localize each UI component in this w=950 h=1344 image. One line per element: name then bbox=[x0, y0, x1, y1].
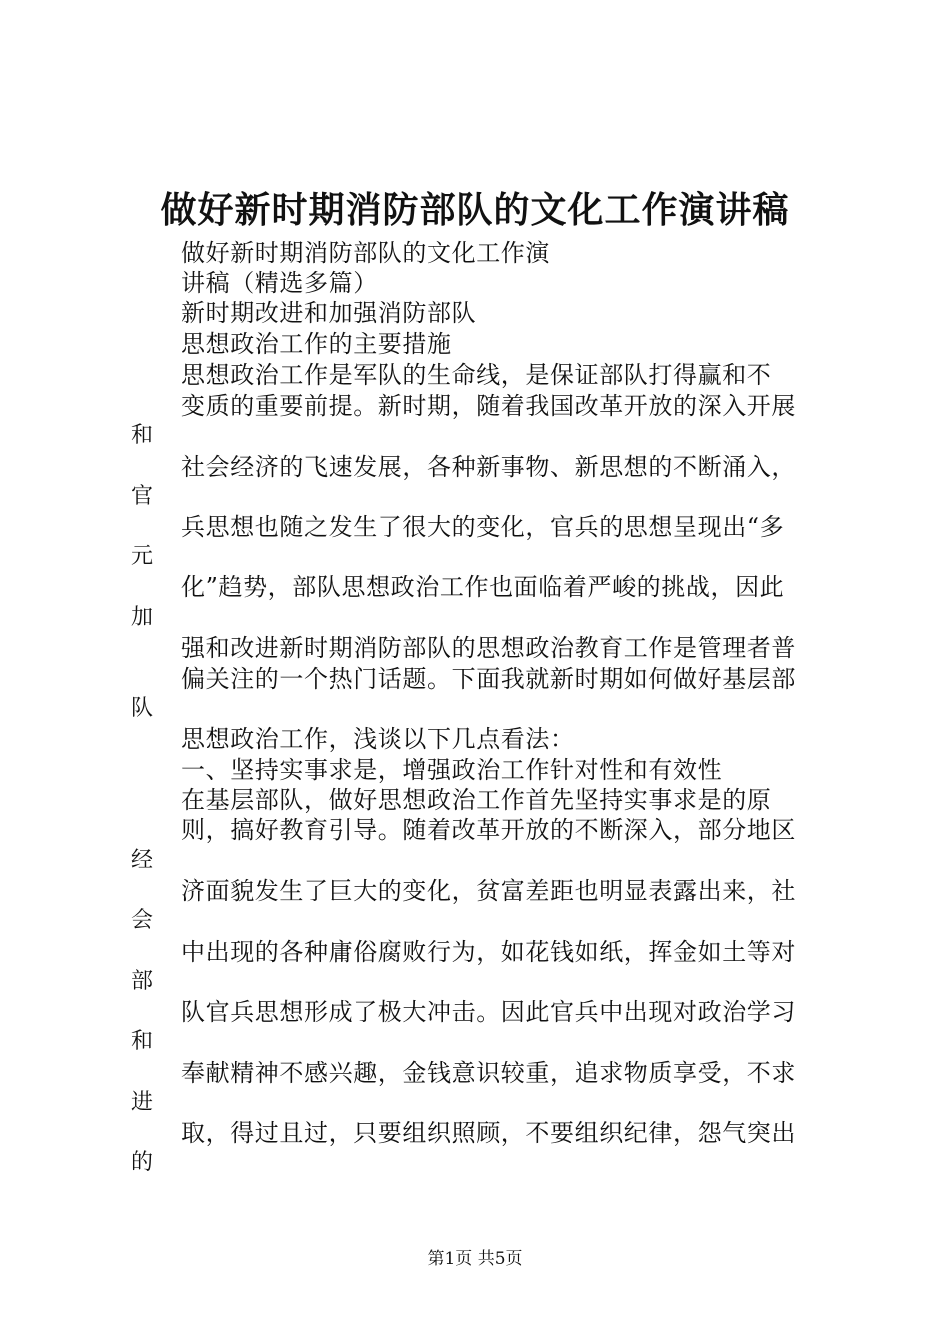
body-line: 济面貌发生了巨大的变化，贫富差距也明显表露出来，社 bbox=[181, 877, 796, 905]
margin-character: 元 bbox=[131, 544, 154, 569]
page-footer: 第1页 共5页 bbox=[427, 1249, 523, 1269]
margin-character: 会 bbox=[131, 908, 154, 933]
margin-character: 和 bbox=[131, 1029, 154, 1054]
margin-character: 部 bbox=[131, 969, 154, 994]
body-line: 一、坚持实事求是，增强政治工作针对性和有效性 bbox=[181, 756, 723, 784]
margin-character: 加 bbox=[131, 605, 154, 630]
margin-character: 官 bbox=[131, 484, 154, 509]
body-line: 思想政治工作是军队的生命线，是保证部队打得赢和不 bbox=[181, 361, 772, 389]
body-line: 偏关注的一个热门话题。下面我就新时期如何做好基层部 bbox=[181, 665, 796, 693]
body-line: 做好新时期消防部队的文化工作演 bbox=[181, 239, 550, 267]
body-line: 思想政治工作，浅谈以下几点看法： bbox=[181, 725, 575, 753]
body-line: 变质的重要前提。新时期，随着我国改革开放的深入开展 bbox=[181, 392, 796, 420]
body-line: 队官兵思想形成了极大冲击。因此官兵中出现对政治学习 bbox=[181, 998, 796, 1026]
body-line: 在基层部队，做好思想政治工作首先坚持实事求是的原 bbox=[181, 786, 772, 814]
body-line: 思想政治工作的主要措施 bbox=[181, 330, 452, 358]
body-line: 社会经济的飞速发展，各种新事物、新思想的不断涌入， bbox=[181, 453, 796, 481]
body-line: 则，搞好教育引导。随着改革开放的不断深入，部分地区 bbox=[181, 816, 796, 844]
body-line: 兵思想也随之发生了很大的变化，官兵的思想呈现出“多 bbox=[181, 513, 785, 541]
margin-character: 进 bbox=[131, 1090, 154, 1115]
margin-character: 队 bbox=[131, 696, 154, 721]
margin-character: 的 bbox=[131, 1150, 154, 1175]
body-line: 化”趋势，部队思想政治工作也面临着严峻的挑战，因此 bbox=[181, 573, 785, 601]
document-title: 做好新时期消防部队的文化工作演讲稿 bbox=[160, 189, 790, 231]
body-line: 讲稿（精选多篇） bbox=[181, 269, 378, 297]
margin-character: 和 bbox=[131, 423, 154, 448]
body-line: 中出现的各种庸俗腐败行为，如花钱如纸，挥金如土等对 bbox=[181, 938, 796, 966]
body-line: 新时期改进和加强消防部队 bbox=[181, 299, 477, 327]
body-line: 强和改进新时期消防部队的思想政治教育工作是管理者普 bbox=[181, 634, 796, 662]
margin-character: 经 bbox=[131, 848, 154, 873]
body-line: 奉献精神不感兴趣，金钱意识较重，追求物质享受，不求 bbox=[181, 1059, 796, 1087]
body-line: 取，得过且过，只要组织照顾，不要组织纪律，怨气突出 bbox=[181, 1119, 796, 1147]
